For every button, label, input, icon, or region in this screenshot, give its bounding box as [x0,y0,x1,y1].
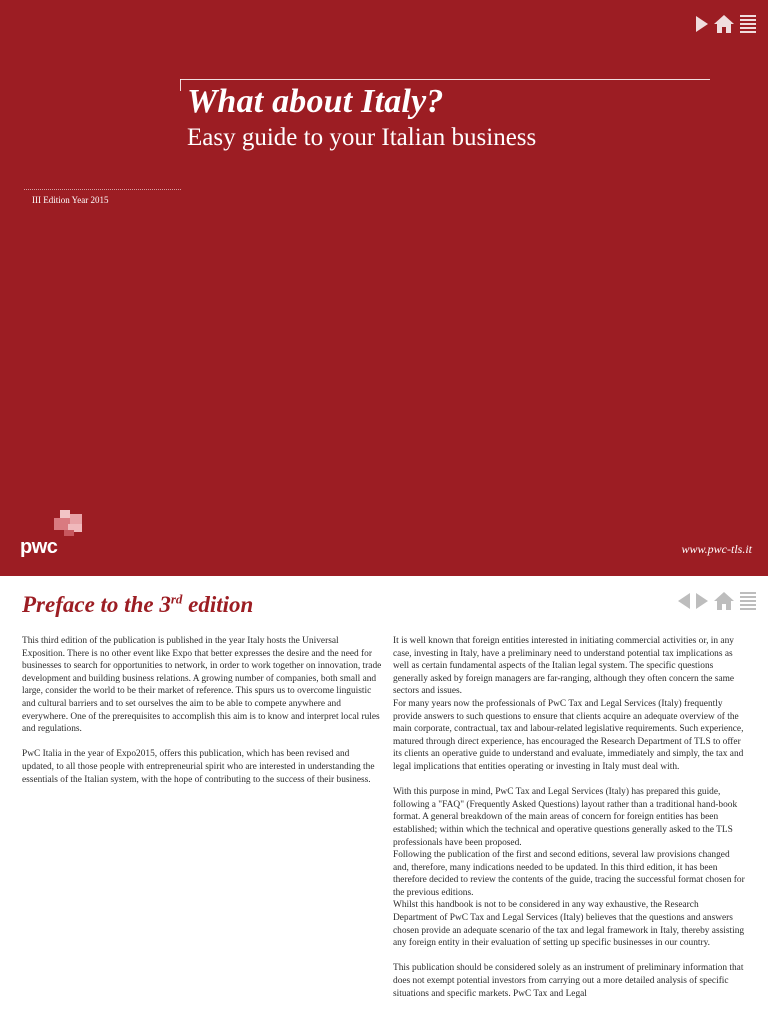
preface-paragraph: It is well known that foreign entities interested in initiating commercial activities or, in any case, investing in Italy, have a preliminary need to understand potential tax implications as well as certain fundamental aspects of the Italian legal system. The specific questions generally asked by foreign managers are far-ranging, although they often concern the same sectors and issues. [393,636,735,697]
previous-icon[interactable] [678,593,690,609]
cover-nav [696,15,756,33]
home-icon[interactable] [714,15,734,33]
preface-paragraph: This publication should be considered solely as an instrument of preliminary information that does not exempt potential investors from carrying out a more detailed analysis of specific situations and specific markets. PwC Tax and Legal [393,963,744,999]
cover-title: What about Italy? [187,83,444,120]
preface-paragraph: For many years now the professionals of PwC Tax and Legal Services (Italy) frequently provide answers to such questions to ensure that clients acquire an adequate overview of the main corporate, contractual, tax and labour-related legislative requirements. Such experience, matured through direct experience, has encouraged the Research Department of TLS to offer its clients an operative guide to understand and evaluate, immediately and simply, the tax and legal implications that entities operating or investing in Italy must deal with. [393,698,744,772]
preface-right-column [393,635,745,1000]
home-icon[interactable] [714,592,734,610]
edition-rule [24,189,181,190]
play-icon[interactable] [696,16,708,32]
contents-icon[interactable] [740,592,756,610]
edition-label: III Edition Year 2015 [32,195,109,205]
preface-paragraph: This third edition of the publication is published in the year Italy hosts the Universal Exposition. There is no other event like Expo that better expresses the desire and the need for businesses to search for opportunities to network, in order to work together on innovation, trade development and building business relations. A growing number of companies, both small and large, consider the world to be their market of reference. This spurs us to overcome linguistic and cultural barriers and to set ourselves the aim to be able to compete anywhere and everywhere. One of the prerequisites to accomplish this aim is to know and interpret local rules and regulations. [22,636,382,735]
preface-nav [678,592,756,610]
preface-paragraph: Following the publication of the first and second editions, several law provisions changed and, therefore, many indications needed to be updated. In this third edition, it has been therefore decided to review the contents of the guide, tracing the successful format chosen for the previous editions. [393,850,745,898]
website-link[interactable]: www.pwc-tls.it [681,542,752,556]
cover-subtitle: Easy guide to your Italian business [187,124,537,151]
pwc-logo-text: pwc [20,536,58,558]
title-rule [180,79,710,80]
title-rule-tick [180,79,181,91]
pwc-logo [20,510,84,560]
preface-title: Preface to the 3rd edition [22,591,254,617]
preface-left-column [22,635,382,786]
preface-paragraph: With this purpose in mind, PwC Tax and Legal Services (Italy) has prepared this guide, following a "FAQ" (Frequently Asked Questions) layout rather than a traditional hand-book format. A general breakdown of the main areas of concern for foreign entities has been established; within which the technical and operative questions generally asked to the TLS professionals have been proposed. [393,787,738,848]
next-icon[interactable] [696,593,708,609]
contents-icon[interactable] [740,15,756,33]
preface-paragraph: Whilst this handbook is not to be considered in any way exhaustive, the Research Department of PwC Tax and Legal Services (Italy) believes that the questions and answers chosen provide an adequate scenario of the tax and legal framework in Italy, thereby assisting any foreign entity in their evaluation of setting up specific businesses in our country. [393,900,745,949]
preface-paragraph: PwC Italia in the year of Expo2015, offers this publication, which has been revised and updated, to all those people with entrepreneurial spirit who are interested in understanding the essentials of the Italian system, with the hope of contributing to the success of their business. [22,749,375,785]
